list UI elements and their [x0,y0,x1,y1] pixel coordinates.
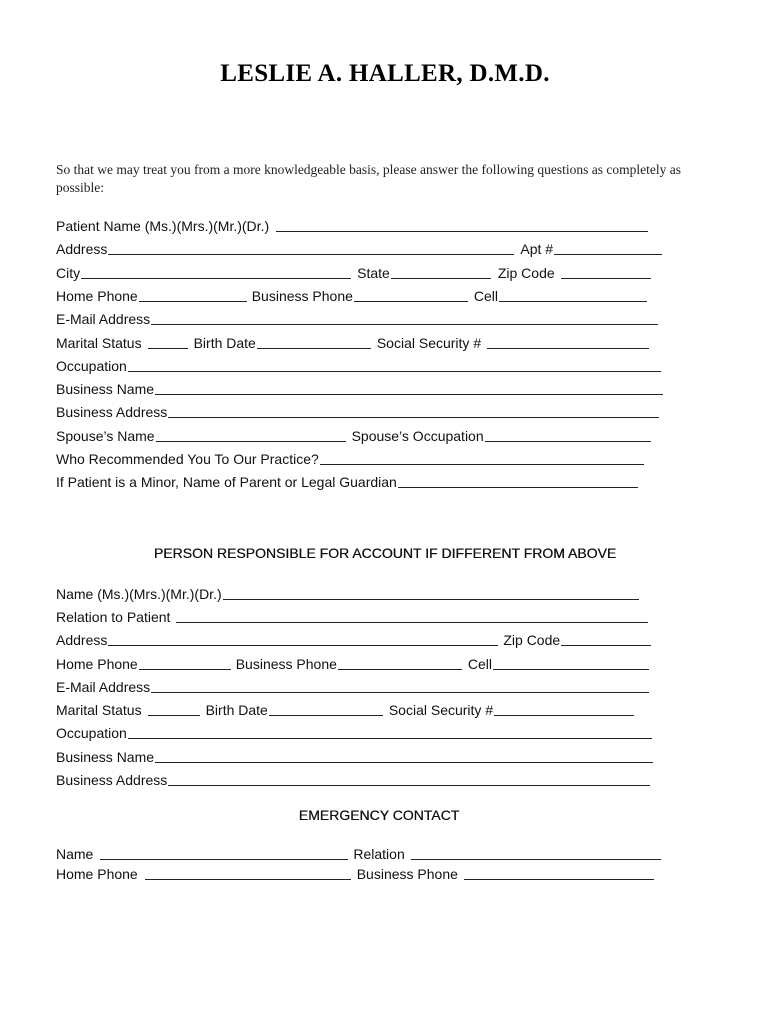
responsible-phone-row [56,652,649,672]
responsible-relation-label: Relation to Patient [56,609,171,625]
patient-state-label: State [357,265,390,281]
responsible-business-address-label: Business Address [56,772,168,788]
patient-city-field[interactable] [81,264,351,279]
patient-spouse-name-field[interactable] [156,427,346,442]
patient-ssn-label: Social Security # [376,335,482,351]
patient-home-phone-label: Home Phone [56,288,138,304]
patient-recommended-field[interactable] [320,450,644,465]
patient-recommended-label: Who Recommended You To Our Practice? [56,451,319,467]
responsible-cell-label: Cell [467,656,493,672]
responsible-business-name-label: Business Name [56,749,155,765]
responsible-heading: PERSON RESPONSIBLE FOR ACCOUNT IF DIFFERENT FROM ABOVE [153,545,617,561]
responsible-marital-row [56,698,634,718]
responsible-business-phone-field[interactable] [338,655,462,670]
patient-spouse-name-label: Spouse’s Name [56,428,155,444]
patient-business-name-row [56,377,663,397]
patient-marital-field[interactable] [148,334,188,349]
emergency-home-phone-label: Home Phone [56,866,138,882]
patient-guardian-label: If Patient is a Minor, Name of Parent or Legal Guardian [56,474,397,490]
patient-occupation-row [56,354,661,374]
responsible-marital-field[interactable] [148,701,200,716]
patient-name-row [56,214,648,234]
responsible-birth-date-label: Birth Date [205,702,268,718]
patient-city-row [56,261,651,281]
responsible-business-address-row [56,768,650,788]
patient-ssn-field[interactable] [487,334,649,349]
patient-occupation-label: Occupation [56,358,127,374]
emergency-heading: EMERGENCY CONTACT [298,807,460,823]
responsible-address-field[interactable] [108,631,498,646]
patient-apt-label: Apt # [520,241,554,257]
patient-business-name-field[interactable] [155,380,663,395]
patient-cell-field[interactable] [499,287,647,302]
patient-guardian-field[interactable] [398,473,638,488]
emergency-phone-row [56,862,654,882]
patient-birth-date-label: Birth Date [193,335,256,351]
patient-business-address-row [56,400,659,420]
patient-business-address-field[interactable] [168,403,659,418]
responsible-business-address-field[interactable] [168,771,650,786]
responsible-name-label: Name (Ms.)(Mrs.)(Mr.)(Dr.) [56,586,222,602]
patient-business-phone-field[interactable] [354,287,468,302]
patient-guardian-row [56,470,638,490]
patient-apt-field[interactable] [554,240,662,255]
responsible-relation-field[interactable] [176,608,648,623]
patient-email-label: E-Mail Address [56,311,151,327]
patient-phone-row [56,284,647,304]
patient-name-field[interactable] [276,217,648,232]
patient-spouse-occupation-field[interactable] [485,427,651,442]
responsible-relation-row [56,605,648,625]
responsible-business-name-row [56,745,653,765]
patient-email-field[interactable] [151,310,658,325]
responsible-ssn-field[interactable] [494,701,634,716]
responsible-cell-field[interactable] [493,655,649,670]
responsible-occupation-field[interactable] [128,724,652,739]
patient-city-label: City [56,265,81,281]
page-title: LESLIE A. HALLER, D.M.D. [220,60,550,87]
patient-business-address-label: Business Address [56,404,168,420]
patient-zip-label: Zip Code [497,265,555,281]
responsible-home-phone-field[interactable] [139,655,231,670]
patient-business-name-label: Business Name [56,381,155,397]
patient-marital-row [56,331,649,351]
responsible-ssn-label: Social Security # [388,702,494,718]
emergency-relation-field[interactable] [411,845,661,860]
responsible-business-phone-label: Business Phone [235,656,337,672]
patient-spouse-occupation-label: Spouse’s Occupation [351,428,484,444]
responsible-address-label: Address [56,632,108,648]
responsible-occupation-label: Occupation [56,725,127,741]
emergency-business-phone-label: Business Phone [356,866,458,882]
patient-recommended-row [56,447,644,467]
responsible-email-field[interactable] [151,678,649,693]
intro-text: So that we may treat you from a more knowledgeable basis, please answer the following questions as completely as possible: [56,162,681,195]
patient-home-phone-field[interactable] [139,287,247,302]
emergency-name-field[interactable] [100,845,348,860]
emergency-home-phone-field[interactable] [145,865,351,880]
patient-zip-field[interactable] [561,264,651,279]
patient-address-label: Address [56,241,108,257]
responsible-home-phone-label: Home Phone [56,656,138,672]
responsible-name-field[interactable] [223,585,639,600]
responsible-zip-label: Zip Code [503,632,561,648]
emergency-relation-label: Relation [353,846,405,862]
responsible-email-label: E-Mail Address [56,679,151,695]
patient-name-label: Patient Name (Ms.)(Mrs.)(Mr.)(Dr.) [56,218,270,234]
emergency-business-phone-field[interactable] [464,865,654,880]
patient-spouse-row [56,424,651,444]
patient-occupation-field[interactable] [128,357,661,372]
responsible-marital-label: Marital Status [56,702,142,718]
responsible-business-name-field[interactable] [155,748,653,763]
responsible-occupation-row [56,721,652,741]
patient-marital-label: Marital Status [56,335,142,351]
emergency-name-label: Name [56,846,94,862]
emergency-name-row [56,842,661,862]
responsible-address-row [56,628,651,648]
patient-birth-date-field[interactable] [257,334,371,349]
responsible-email-row [56,675,649,695]
patient-cell-label: Cell [473,288,499,304]
patient-business-phone-label: Business Phone [251,288,353,304]
responsible-name-row [56,582,639,602]
patient-address-row [56,237,662,257]
patient-email-row [56,307,658,327]
responsible-birth-date-field[interactable] [269,701,383,716]
responsible-zip-field[interactable] [561,631,651,646]
patient-address-field[interactable] [108,240,514,255]
patient-state-field[interactable] [391,264,491,279]
